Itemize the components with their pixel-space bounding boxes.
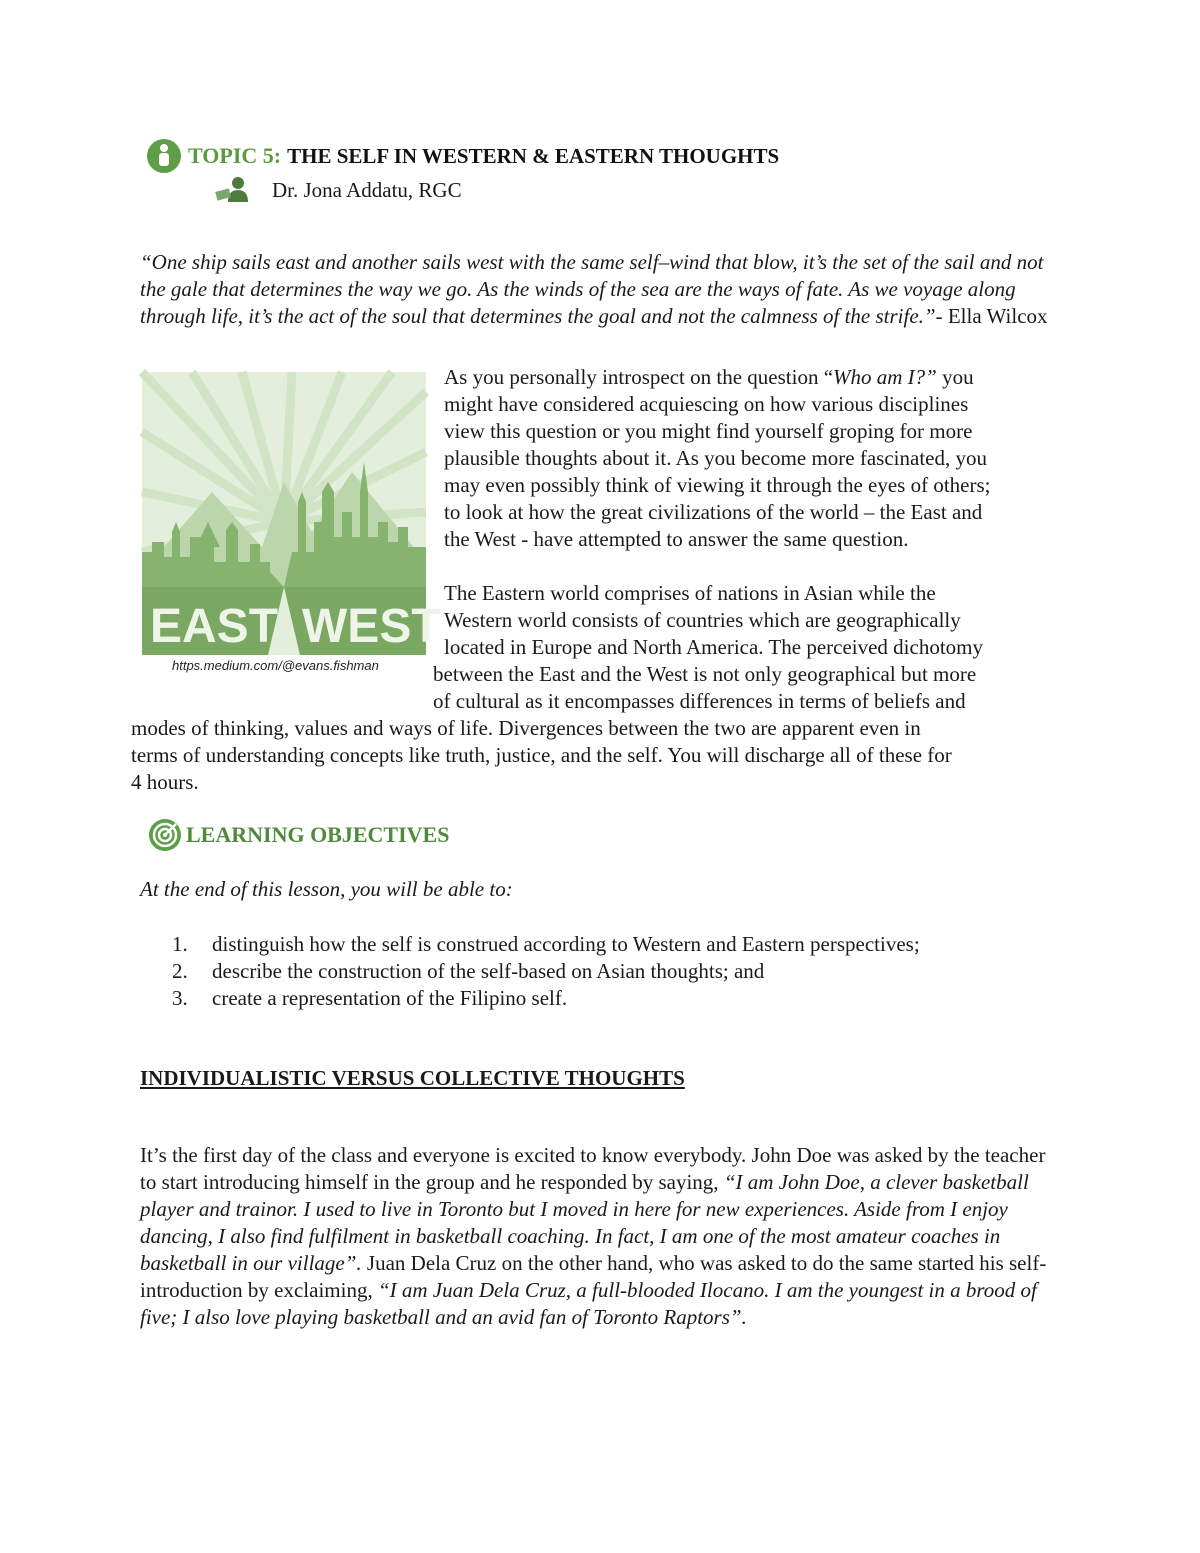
story-paragraph — [140, 1142, 1060, 1331]
section-heading: INDIVIDUALISTIC VERSUS COLLECTIVE THOUGHTS — [140, 1066, 685, 1090]
opening-quote — [140, 249, 1060, 330]
target-icon — [148, 818, 182, 852]
list-item — [172, 985, 920, 1012]
intro2-line-3: located in Europe and North America. The perceived dichotomy — [444, 635, 984, 659]
learning-objectives-title: LEARNING OBJECTIVES — [186, 822, 450, 847]
intro-line-6: to look at how the great civilizations of the world – the East and — [444, 500, 983, 524]
image-caption: https.medium.com/@evans.fishman — [172, 658, 379, 673]
intro2-line-1: The Eastern world comprises of nations in Asian while the — [444, 581, 936, 605]
intro2-line-8: 4 hours. — [131, 770, 199, 794]
intro-line-7: the West - have attempted to answer the same question. — [444, 527, 909, 551]
intro-question: Who am I?” — [833, 365, 937, 389]
list-item — [172, 931, 920, 958]
intro-line-1 — [444, 364, 974, 391]
topic-title: THE SELF IN WESTERN & EASTERN THOUGHTS — [287, 143, 780, 168]
story-text: It’s the first day of the class and everyone is excited to know everybody. John Doe was asked by the teacher to start introducing himself in the group and he responded by saying, — [140, 1143, 1046, 1194]
intro-line-5: may even possibly think of viewing it through the eyes of others; — [444, 473, 991, 497]
list-text: distinguish how the self is construed according to Western and Eastern perspectives; — [212, 932, 920, 956]
topic-heading — [146, 136, 779, 176]
story-text: Juan Dela Cruz on the other hand, who was asked to do the same started his self-introduction by exclaiming, — [140, 1251, 1047, 1302]
intro-text: you — [936, 365, 974, 389]
objectives-list — [172, 931, 920, 1012]
topic-label: TOPIC 5: — [188, 143, 282, 168]
learning-objectives-heading — [148, 818, 449, 852]
story-quote-juan: “I am Juan Dela Cruz, a full-blooded Ilocano. I am the youngest in a brood of five; I also love playing basketball and an avid fan of Toronto Raptors”. — [140, 1278, 1037, 1329]
intro-line-2: might have considered acquiescing on how various disciplines — [444, 392, 969, 416]
intro2-line-4: between the East and the West is not only geographical but more — [433, 662, 977, 686]
list-number: 2. — [172, 959, 188, 983]
intro-text: As you personally introspect on the question “ — [444, 365, 834, 389]
list-text: create a representation of the Filipino self. — [212, 986, 568, 1010]
story-quote-john: “I am John Doe, a clever basketball player and trainor. I used to live in Toronto but I moved in here for new experiences. Aside from I enjoy dancing, I also find fulfilment in basketball coaching. In fact, I am one of the most amateur coaches in basketball in our village”. — [140, 1170, 1029, 1275]
intro-line-3: view this question or you might find yourself groping for more — [444, 419, 973, 443]
author-name: Dr. Jona Addatu, RGC — [272, 177, 462, 202]
intro2-line-2: Western world consists of countries which are geographically — [444, 608, 961, 632]
list-item — [172, 958, 920, 985]
quote-attribution: - Ella Wilcox — [935, 304, 1048, 328]
person-circle-icon — [146, 138, 182, 174]
intro2-line-5: of cultural as it encompasses differences in terms of beliefs and — [433, 689, 966, 713]
intro-line-4: plausible thoughts about it. As you become more fascinated, you — [444, 446, 987, 470]
author-line — [214, 176, 462, 204]
intro2-line-7: terms of understanding concepts like truth, justice, and the self. You will discharge all of these for — [131, 743, 952, 767]
list-number: 1. — [172, 932, 188, 956]
intro2-line-6: modes of thinking, values and ways of life. Divergences between the two are apparent even in — [131, 716, 921, 740]
list-number: 3. — [172, 986, 188, 1010]
image-word-west: WEST — [302, 600, 441, 653]
list-text: describe the construction of the self-based on Asian thoughts; and — [212, 959, 765, 983]
quote-text: “One ship sails east and another sails west with the same self–wind that blow, it’s the set of the sail and not the gale that determines the way we go. As the winds of the sea are the ways of fate. As we voyage along through life, it’s the act of the soul that determines the goal and not the calmness of the strife.” — [140, 250, 1044, 328]
east-west-illustration — [142, 372, 441, 655]
image-word-east: EAST — [150, 600, 279, 653]
east-west-image — [142, 372, 441, 655]
teacher-icon — [214, 176, 254, 204]
objectives-intro: At the end of this lesson, you will be able to: — [140, 877, 513, 901]
